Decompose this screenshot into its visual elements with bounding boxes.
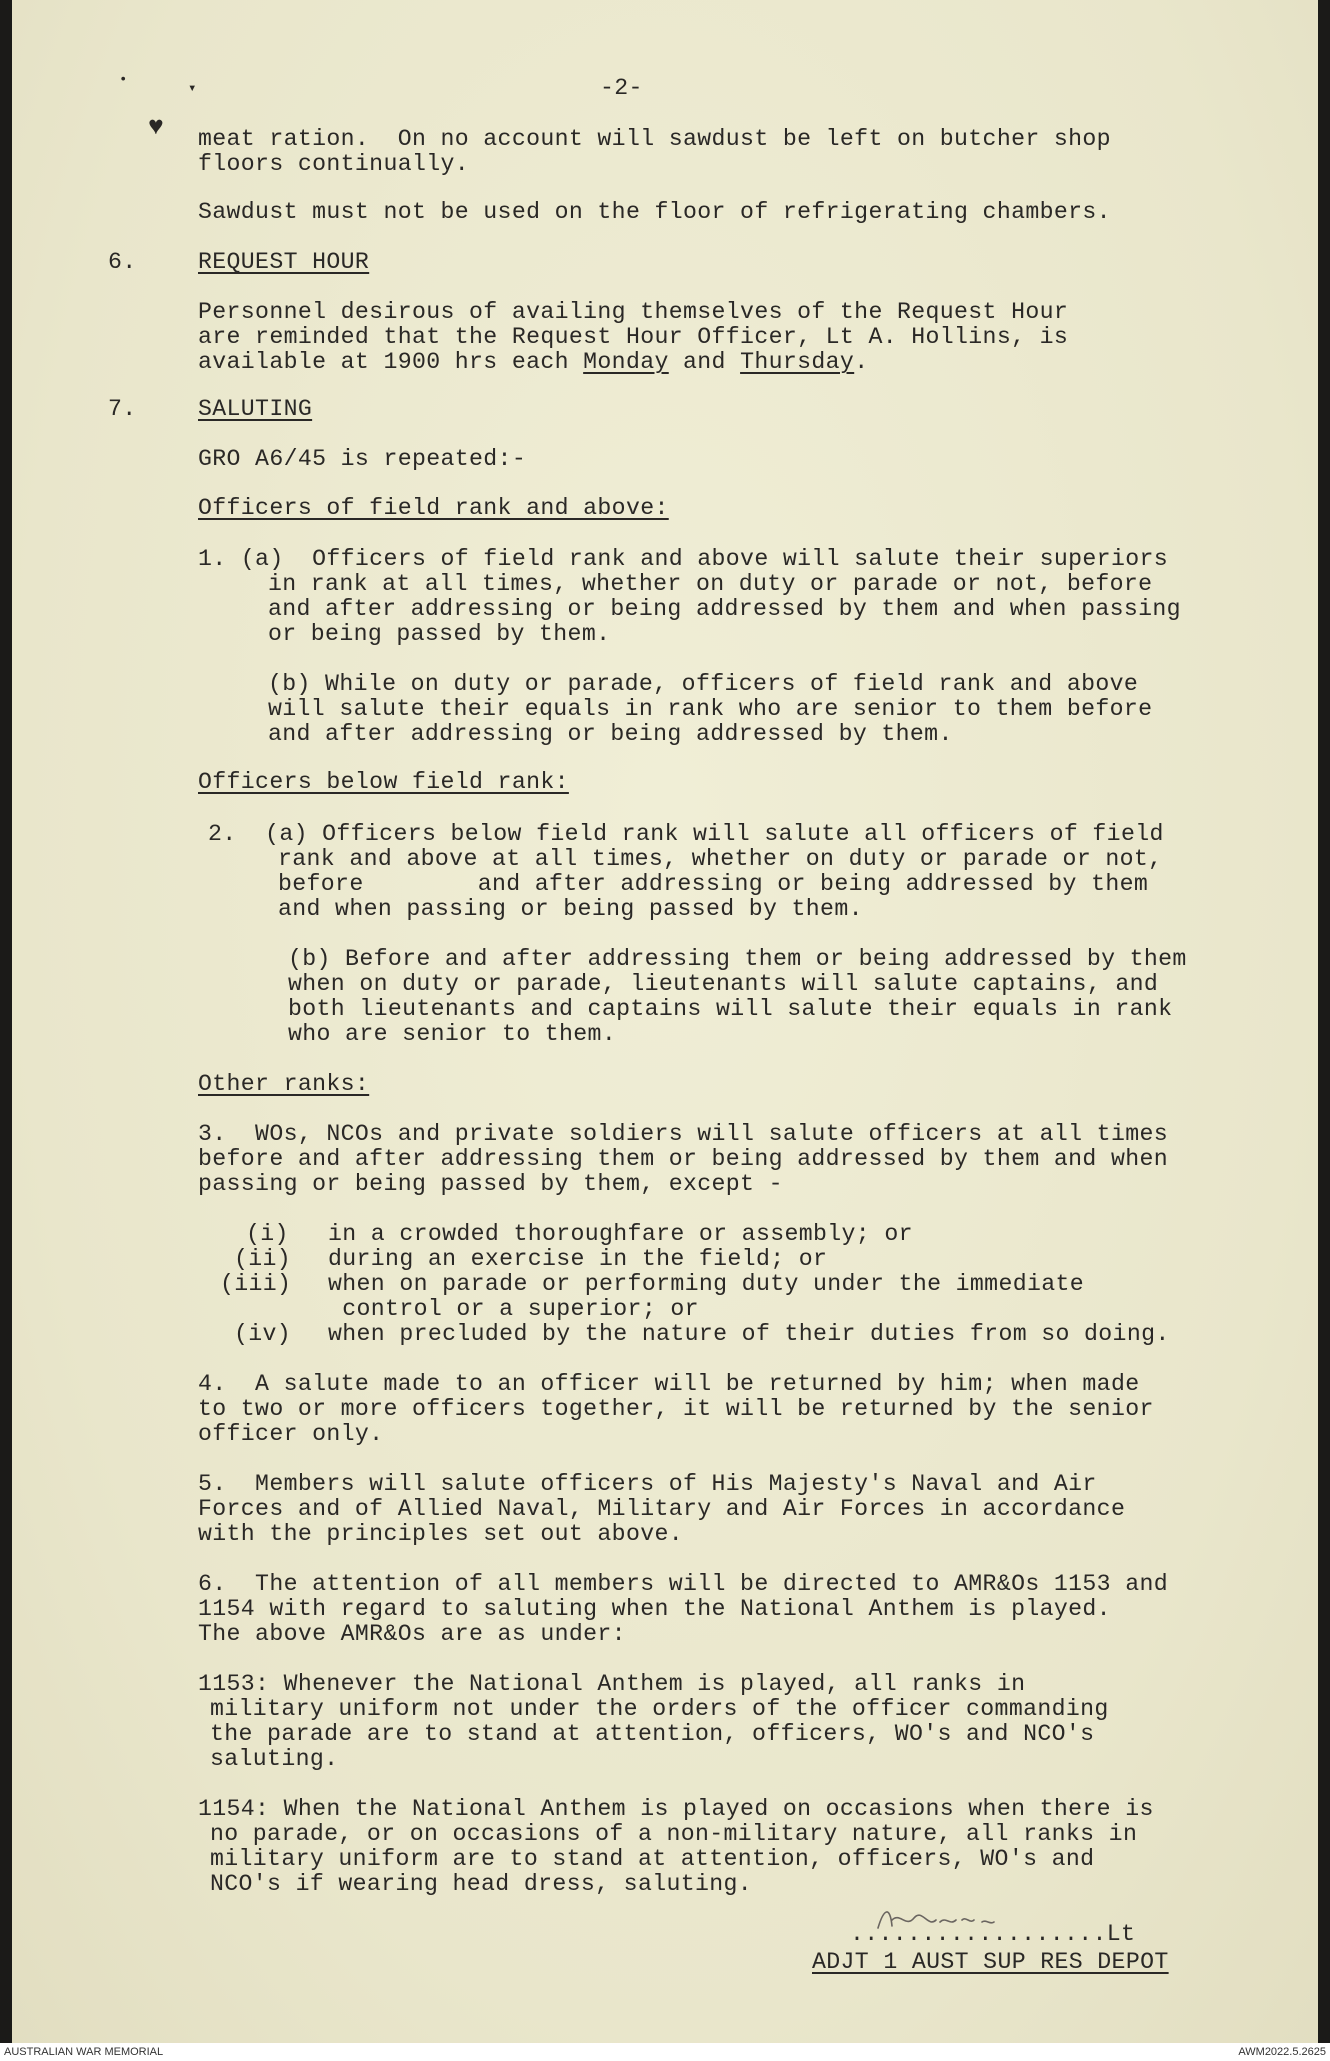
monday-text: Monday: [583, 349, 669, 375]
punch-mark: ▾: [188, 81, 197, 97]
archive-reference: AWM2022.5.2625: [1238, 2046, 1326, 2058]
paragraph-line: before and after addressing or being addressed by them: [278, 871, 1149, 897]
subheading: Officers of field rank and above:: [198, 495, 669, 521]
paragraph-line: with the principles set out above.: [198, 1521, 684, 1547]
paragraph-line: 3. WOs, NCOs and private soldiers will salute officers at all times: [198, 1121, 1169, 1147]
document-page: [12, 0, 1318, 2043]
section-number: 6.: [108, 249, 137, 275]
paragraph-line: 1154: When the National Anthem is played on occasions when there is: [198, 1796, 1154, 1822]
paragraph-line: 1153: Whenever the National Anthem is played, all ranks in: [198, 1671, 1026, 1697]
paragraph-line: or being passed by them.: [268, 621, 611, 647]
paragraph-line: before and after addressing them or being addressed by them and when: [198, 1146, 1169, 1172]
page-number: -2-: [600, 75, 643, 101]
paragraph-line: to two or more officers together, it will be returned by the senior: [198, 1396, 1154, 1422]
paragraph-line: will salute their equals in rank who are senior to them before: [268, 696, 1153, 722]
signature-title: ADJT 1 AUST SUP RES DEPOT: [812, 1949, 1169, 1975]
exception-text: when precluded by the nature of their duties from so doing.: [328, 1321, 1170, 1347]
paragraph-line: (b) While on duty or parade, officers of field rank and above: [268, 671, 1139, 697]
section-heading: REQUEST HOUR: [198, 249, 370, 275]
paragraph-line: who are senior to them.: [288, 1021, 617, 1047]
paragraph-line: GRO A6/45 is repeated:-: [198, 446, 527, 472]
paragraph-line: 4. A salute made to an officer will be returned by him; when made: [198, 1371, 1140, 1397]
thursday-text: Thursday: [740, 349, 855, 375]
paragraph-line: are reminded that the Request Hour Officer, Lt A. Hollins, is: [198, 324, 1069, 350]
subheading: Other ranks:: [198, 1071, 370, 1097]
paragraph-line: 1154 with regard to saluting when the National Anthem is played.: [198, 1596, 1111, 1622]
text-span: available at 1900 hrs each: [198, 349, 584, 375]
subheading: Officers below field rank:: [198, 769, 569, 795]
paragraph-line: (b) Before and after addressing them or being addressed by them: [288, 946, 1187, 972]
paragraph-line: both lieutenants and captains will salute their equals in rank: [288, 996, 1173, 1022]
paragraph-line: military uniform not under the orders of the officer commanding: [210, 1696, 1109, 1722]
paragraph-line: Forces and of Allied Naval, Military and Air Forces in accordance: [198, 1496, 1126, 1522]
text-span: .: [854, 349, 869, 375]
paragraph-line: the parade are to stand at attention, officers, WO's and NCO's: [210, 1721, 1095, 1747]
exception-text: when on parade or performing duty under the immediate: [328, 1271, 1085, 1297]
paragraph-line: 1. (a) Officers of field rank and above will salute their superiors: [198, 546, 1169, 572]
paragraph-line: 2. (a) Officers below field rank will salute all officers of field: [208, 821, 1164, 847]
paragraph-line: and when passing or being passed by them.: [278, 896, 863, 922]
paragraph-line: rank and above at all times, whether on duty or parade or not,: [278, 846, 1163, 872]
paragraph-line: and after addressing or being addressed by them and when passing: [268, 596, 1181, 622]
section-number: 7.: [108, 396, 137, 422]
signature-line: ..................Lt: [850, 1921, 1136, 1947]
paragraph-line: The above AMR&Os are as under:: [198, 1621, 626, 1647]
paragraph-line: NCO's if wearing head dress, saluting.: [210, 1871, 753, 1897]
paragraph-line: 6. The attention of all members will be directed to AMR&Os 1153 and: [198, 1571, 1169, 1597]
exception-number: (ii): [234, 1246, 292, 1272]
paragraph-line: Personnel desirous of availing themselves of the Request Hour: [198, 299, 1069, 325]
archive-name: AUSTRALIAN WAR MEMORIAL: [4, 2046, 164, 2058]
paragraph-line: when on duty or parade, lieutenants will salute captains, and: [288, 971, 1159, 997]
intro-line: Sawdust must not be used on the floor of refrigerating chambers.: [198, 199, 1111, 225]
paragraph-line: saluting.: [210, 1746, 339, 1772]
paragraph-line: [198, 350, 868, 375]
text-span: and: [668, 349, 741, 375]
paragraph-line: passing or being passed by them, except -: [198, 1171, 783, 1197]
exception-text: during an exercise in the field; or: [328, 1246, 828, 1272]
punch-mark: •: [119, 72, 128, 88]
exception-text: in a crowded thoroughfare or assembly; or: [328, 1221, 913, 1247]
section-heading: SALUTING: [198, 396, 313, 422]
exception-number: (iii): [220, 1271, 292, 1297]
paragraph-line: in rank at all times, whether on duty or parade or not, before: [268, 571, 1153, 597]
paragraph-line: 5. Members will salute officers of His Majesty's Naval and Air: [198, 1471, 1097, 1497]
exception-text: control or a superior; or: [328, 1296, 699, 1322]
exception-number: (iv): [234, 1321, 292, 1347]
pin-mark: ♥: [148, 112, 164, 142]
intro-line: floors continually.: [198, 151, 470, 177]
exception-number: (i): [246, 1221, 289, 1247]
paragraph-line: no parade, or on occasions of a non-military nature, all ranks in: [210, 1821, 1138, 1847]
intro-line: meat ration. On no account will sawdust be left on butcher shop: [198, 126, 1111, 152]
paragraph-line: military uniform are to stand at attention, officers, WO's and: [210, 1846, 1095, 1872]
paragraph-line: officer only.: [198, 1421, 384, 1447]
paragraph-line: and after addressing or being addressed by them.: [268, 721, 953, 747]
archive-footer: [0, 2043, 1330, 2061]
